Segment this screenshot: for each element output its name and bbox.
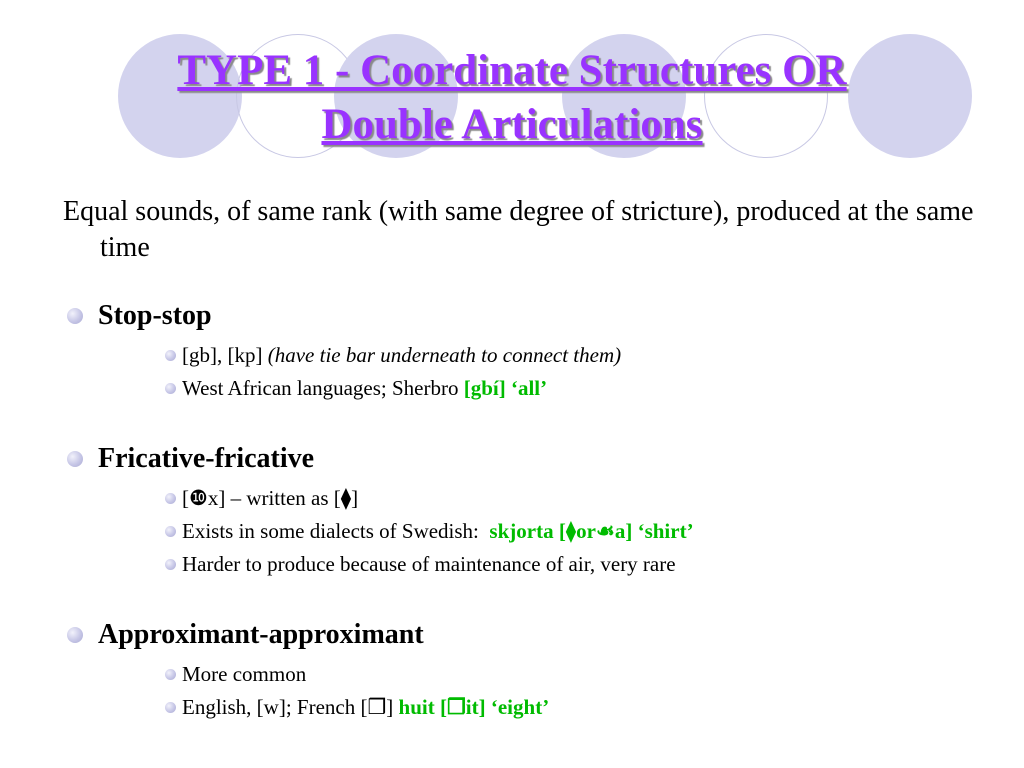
item-text: West African languages; Sherbro [182,376,464,400]
list-item [165,548,967,581]
sub-bullet-icon [165,669,176,680]
bullet-icon [67,451,83,467]
sub-list [67,339,967,405]
list-item [165,658,967,691]
item-example: huit [❒it] ‘eight’ [398,695,550,719]
item-text: Harder to produce because of maintenance of air, very rare [182,552,676,576]
bullet-icon [67,308,83,324]
sub-bullet-icon [165,526,176,537]
item-text: [gb], [kp] [182,343,268,367]
item-example: skjorta [⧫or☙a] ‘shirt’ [489,519,694,543]
sub-bullet-icon [165,702,176,713]
list-item [165,691,967,724]
sub-list [67,658,967,724]
section-heading-text: Stop-stop [98,300,212,331]
list-item [165,372,967,405]
section-heading [67,299,967,333]
section-heading [67,442,967,476]
list-item [165,339,967,372]
slide-title [0,44,1024,152]
title-line-1: TYPE 1 - Coordinate Structures OR [177,47,847,94]
sub-bullet-icon [165,383,176,394]
sub-bullet-icon [165,559,176,570]
sub-bullet-icon [165,493,176,504]
bullet-icon [67,627,83,643]
sub-bullet-icon [165,350,176,361]
item-example: [gbí] ‘all’ [463,376,548,400]
section-approximant-approximant [67,618,967,724]
section-heading-text: Approximant-approximant [98,619,424,650]
item-italic-note: (have tie bar underneath to connect them) [267,343,622,367]
section-stop-stop [67,299,967,405]
intro-text: Equal sounds, of same rank (with same degree of stricture), produced at the same time [63,196,974,263]
list-item [165,482,967,515]
title-line-2: Double Articulations [321,101,703,148]
list-item [165,515,967,548]
item-text: English, [w]; French [❒] [182,695,399,719]
item-text: More common [182,662,307,686]
section-fricative-fricative [67,442,967,581]
section-heading-text: Fricative-fricative [98,443,315,474]
item-text: [❿x] – written as [⧫] [182,486,359,510]
section-heading [67,618,967,652]
item-text: Exists in some dialects of Swedish: [182,519,490,543]
sub-list [67,482,967,581]
